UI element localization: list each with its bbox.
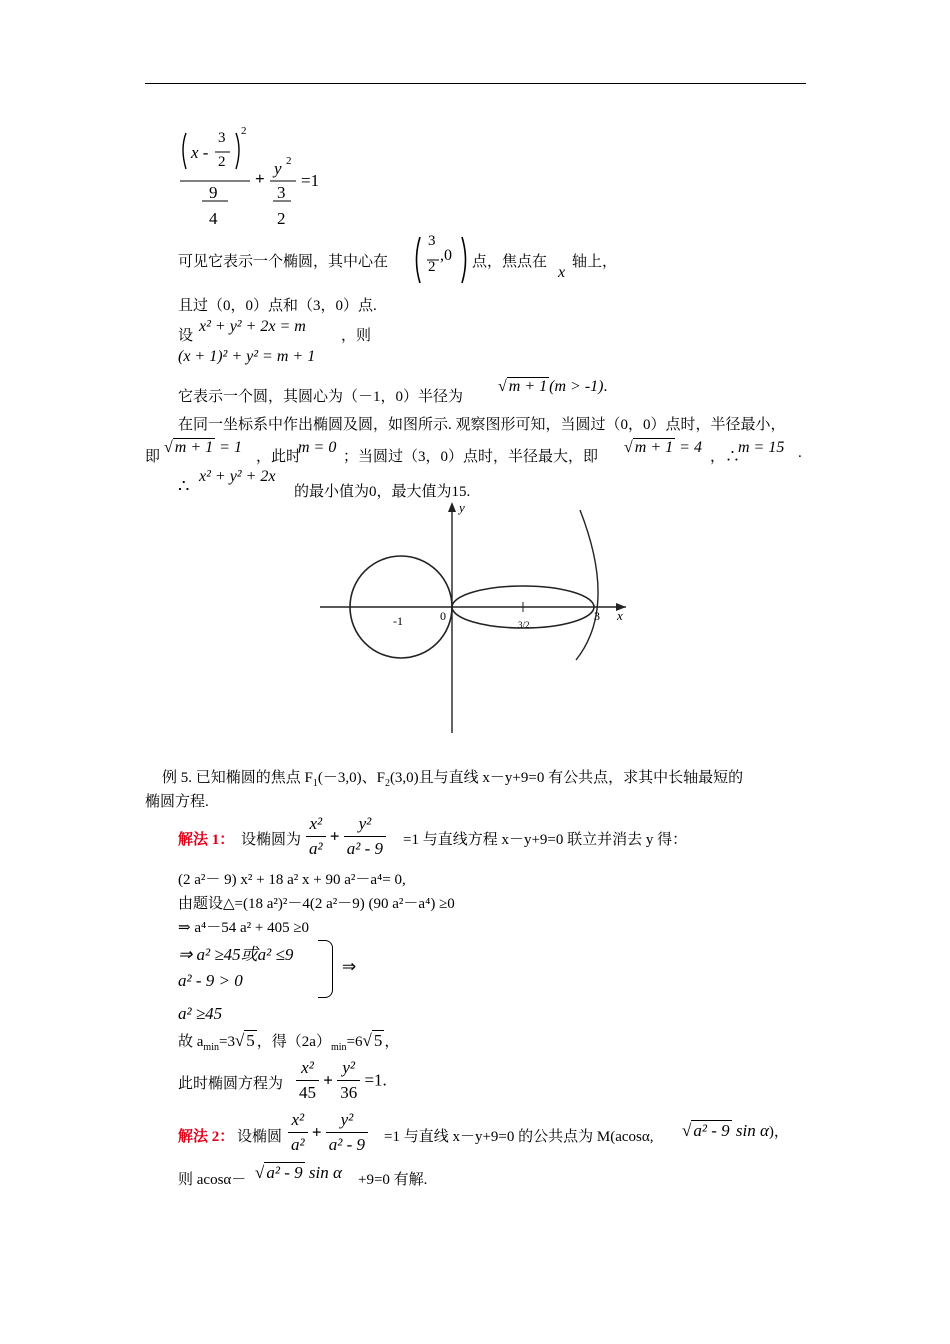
m2-plus: +: [311, 1122, 322, 1142]
text-max-a: ；当圆过（3，0）点时，半径最大，即: [343, 449, 599, 465]
ex5-text-c: (3,0)且与直线 x－y+9=0 有公共点，求其中长轴最短的: [389, 770, 744, 786]
method1-label: 解法 1：: [178, 832, 235, 848]
last-text-a: 则 acosα－: [178, 1172, 247, 1188]
eq-discriminant: 由题设△=(18 a²)²－4(2 a²－9) (90 a²－a⁴) ≥0: [178, 896, 455, 912]
min-radicand: m + 1: [174, 439, 214, 456]
f1-den-bot: 4: [209, 209, 218, 228]
f1-equals: =1: [301, 171, 320, 190]
label-three-half: 3/2: [518, 620, 530, 630]
method2-fractions: [288, 1108, 368, 1157]
last-sin: sin α: [308, 1163, 342, 1182]
m2-sin: sin α: [735, 1121, 769, 1140]
y-axis-arrow: [448, 502, 456, 512]
method1-text-b: =1 与直线方程 x－y+9=0 联立并消去 y 得：: [403, 832, 688, 848]
method2-text-a: 设椭圆: [237, 1129, 283, 1145]
ellipse-circle-figure: [318, 500, 630, 735]
final-frac1-den: 45: [299, 1083, 316, 1102]
label-three: 3: [594, 609, 600, 623]
final-eq-fractions: [296, 1056, 387, 1105]
arc-graph: [576, 510, 598, 660]
text-max-end: .: [798, 445, 802, 461]
f1-y: y: [274, 159, 282, 178]
expr-xy: x² + y² + 2x: [199, 468, 276, 485]
amin-sub: min: [203, 1042, 219, 1053]
m2-sqrt: a² - 9: [693, 1121, 730, 1140]
text-set-a: 设: [178, 328, 194, 344]
amin-text-d: =6: [346, 1034, 363, 1050]
ex5-text-a: 例 5. 已知椭圆的焦点 F: [162, 770, 313, 786]
text-set-b: ，则: [341, 328, 372, 344]
m1-frac2-den: a² - 9: [346, 839, 384, 858]
amin-sub2: min: [330, 1042, 347, 1053]
text-passes-points: 且过（0，0）点和（3，0）点.: [178, 298, 377, 314]
m2-frac2: [326, 1108, 368, 1157]
eq-quartic: ⇒ a⁴－54 a² + 405 ≥0: [178, 920, 310, 936]
m2-sqrt-expr: √ a² - 9 sin α)，: [682, 1121, 789, 1140]
ex5-text-b: (－3,0)、F: [317, 770, 385, 786]
m1-frac1-num: x²: [306, 812, 326, 837]
f1-num-x: x -: [191, 143, 209, 162]
m-fifteen: m = 15: [738, 439, 785, 456]
ex5-f1-sub: 1: [312, 778, 318, 789]
text-result: 的最小值为0，最大值为15.: [294, 484, 471, 500]
text-therefore: ，∴: [710, 449, 741, 465]
amin-text-c: ，得（2a）: [256, 1034, 331, 1050]
axis-x-var: x: [558, 264, 566, 281]
f1-frac-bot: 2: [277, 209, 286, 228]
m1-frac1-den: a²: [309, 839, 323, 858]
m-zero: m = 0: [298, 439, 337, 456]
eq-quadratic: (2 a²－ 9) x² + 18 a² x + 90 a²－a⁴= 0,: [178, 872, 406, 888]
example5-line1: [162, 766, 743, 787]
method1-fraction-group: [306, 812, 386, 861]
final-frac1: [296, 1056, 319, 1105]
last-sqrt-expr: √ a² - 9 sin α: [255, 1163, 342, 1182]
f1-y-exp: 2: [286, 155, 292, 167]
m1-plus: +: [329, 826, 340, 846]
sys-line1: ⇒ a² ≥45或a² ≤9: [178, 945, 294, 964]
label-neg1: -1: [393, 614, 403, 628]
final-frac2-num: y²: [337, 1056, 360, 1081]
f1-frac-top: 3: [277, 183, 286, 202]
amin-text-b: =3: [218, 1034, 235, 1050]
radius-radicand: m + 1: [508, 378, 548, 395]
max-eq: = 4: [679, 439, 702, 456]
method2-label: 解法 2：: [178, 1129, 235, 1145]
radius-end: .: [603, 378, 608, 395]
m1-frac1: [306, 812, 326, 861]
final-eq-text: 此时椭圆方程为: [178, 1076, 284, 1092]
m2-frac1: [288, 1108, 308, 1157]
header-rule: [145, 83, 806, 84]
x-axis-label: x: [617, 608, 623, 623]
center-y: ,0: [440, 247, 452, 264]
f1-num-exp: 2: [241, 125, 247, 137]
m2-frac1-num: x²: [288, 1108, 308, 1133]
y-axis-label: y: [459, 500, 465, 515]
label-origin: 0: [440, 609, 446, 623]
min-eq: = 1: [219, 439, 242, 456]
text-line-center: [178, 250, 388, 271]
radius-expr: √ m + 1 (m > -1).: [498, 378, 608, 395]
text-line-set: [178, 324, 193, 345]
f1-num-frac-top: 3: [218, 130, 226, 146]
center-frac-bot: 2: [428, 259, 436, 275]
final-frac2: [337, 1056, 360, 1105]
amin-sqrt2: 5: [373, 1031, 383, 1050]
m1-frac2: [344, 812, 386, 861]
m2-frac2-num: y²: [326, 1108, 368, 1133]
text-center-a: 可见它表示一个椭圆，其中心在: [178, 254, 389, 270]
eq-circle-set: x² + y² + 2x = m: [199, 318, 306, 335]
eq-circle-form: (x + 1)² + y² = m + 1: [178, 348, 316, 365]
f1-num-frac-bot: 2: [218, 154, 226, 170]
final-eq-one: =1: [364, 1070, 383, 1090]
final-plus: +: [323, 1070, 333, 1090]
radius-cond: (m > -1): [549, 378, 604, 395]
method2-text-b: =1 与直线 x－y+9=0 的公共点为 M(acosα,: [384, 1129, 654, 1145]
final-frac2-den: 36: [340, 1083, 358, 1102]
text-min-b: ，此时: [256, 449, 302, 465]
m1-frac2-num: y²: [344, 812, 386, 837]
amin-sqrt: 5: [246, 1031, 255, 1050]
m2-frac2-den: a² - 9: [328, 1135, 366, 1154]
sys-line2: a² - 9 > 0: [178, 971, 243, 990]
f1-plus: +: [255, 169, 265, 188]
final-eq-end: .: [382, 1070, 387, 1090]
final-frac1-num: x²: [296, 1056, 319, 1081]
eq-amin-line: 故 $a_{min}=3√$ 5 ，得$(2a)_{min}=6√$ 5 ，: [178, 1031, 400, 1053]
therefore-symbol: ∴: [178, 476, 190, 496]
eq-a2-ge-45: a² ≥45: [178, 1004, 223, 1023]
text-center-b: 点，焦点在: [472, 254, 548, 270]
m2-frac1-den: a²: [291, 1135, 305, 1154]
ex5-f2-sub: 2: [384, 778, 390, 789]
last-text-b: +9=0 有解.: [358, 1172, 428, 1188]
max-expr: √ m + 1 = 4: [624, 439, 702, 456]
max-radicand: m + 1: [634, 439, 674, 456]
system-brace: [318, 940, 333, 998]
text-center-c: 轴上，: [572, 254, 618, 270]
text-observe: 在同一坐标系中作出椭圆及圆，如图所示. 观察图形可知，当圆过（0，0）点时，半径最小，: [178, 417, 786, 433]
text-circle-center: 它表示一个圆，其圆心为（－1，0）半径为: [178, 389, 464, 405]
amin-text-a: 故 a: [178, 1034, 204, 1050]
text-min-a: 即: [145, 449, 161, 465]
f1-den-top: 9: [209, 183, 218, 202]
center-frac-top: 3: [428, 233, 436, 249]
last-sqrt: a² - 9: [266, 1163, 303, 1182]
method1-text-a: 设椭圆为: [241, 832, 302, 848]
m2-end: )，: [768, 1124, 789, 1140]
sys-implies: ⇒: [342, 957, 357, 976]
amin-end: ，: [384, 1034, 400, 1050]
min-expr: √ m + 1 = 1: [164, 439, 242, 456]
example5-line2: 椭圆方程.: [145, 794, 209, 810]
